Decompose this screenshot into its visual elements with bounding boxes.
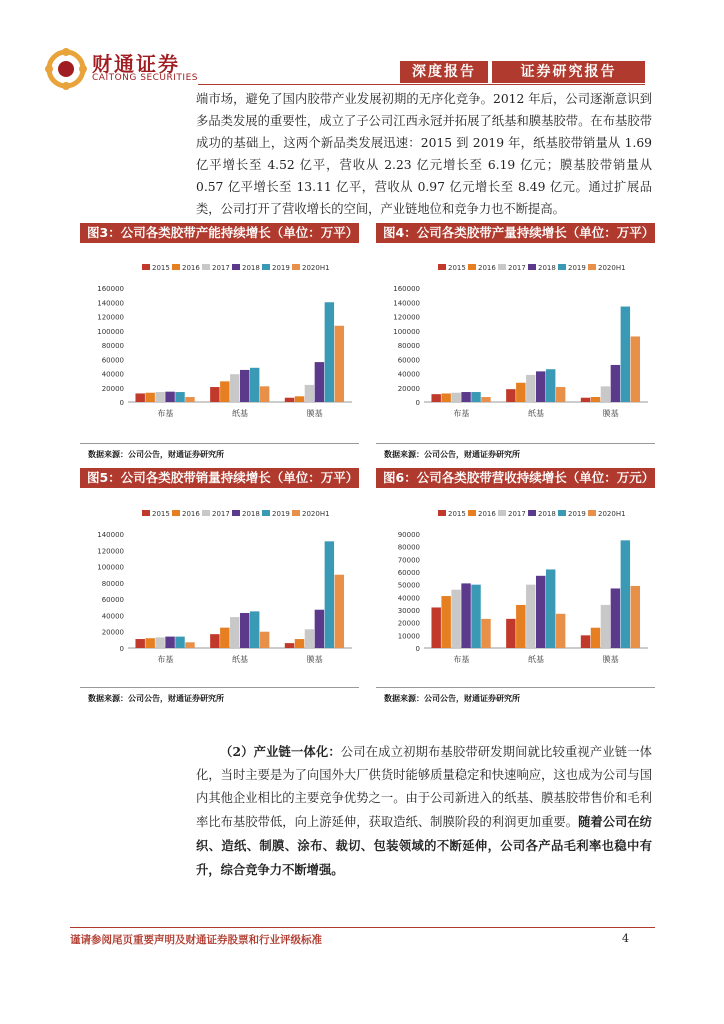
legend-label: 2019 bbox=[272, 510, 290, 518]
x-tick-label: 布基 bbox=[157, 409, 174, 418]
legend-label: 2019 bbox=[568, 510, 586, 518]
bar bbox=[611, 588, 620, 648]
legend-label: 2015 bbox=[448, 510, 466, 518]
fig6-divider bbox=[376, 687, 655, 688]
legend-label: 2017 bbox=[212, 264, 230, 272]
bar bbox=[556, 614, 565, 648]
y-tick-label: 40000 bbox=[101, 612, 124, 621]
bar bbox=[631, 586, 640, 648]
bar bbox=[481, 397, 490, 402]
bar bbox=[285, 643, 294, 648]
legend-label: 2016 bbox=[478, 264, 496, 272]
footer-disclaimer: 谨请参阅尾页重要声明及财通证券股票和行业评级标准 bbox=[70, 934, 322, 946]
legend-swatch bbox=[142, 264, 150, 270]
legend-swatch bbox=[498, 510, 506, 516]
legend-swatch bbox=[202, 510, 210, 516]
legend-swatch bbox=[558, 510, 566, 516]
bar bbox=[431, 607, 440, 648]
legend-swatch bbox=[498, 264, 506, 270]
bar bbox=[546, 569, 555, 648]
bar bbox=[461, 392, 470, 402]
fig3-divider bbox=[80, 443, 359, 444]
legend-label: 2018 bbox=[242, 510, 260, 518]
fig4-divider bbox=[376, 443, 655, 444]
fig4-title: 图4：公司各类胶带产量持续增长（单位：万平） bbox=[376, 223, 655, 243]
legend-swatch bbox=[468, 510, 476, 516]
section2-bold-text: 随着公司在纺织、造纸、制膜、涂布、裁切、包装领域的不断延伸，公司各产品毛利率也稳中有升，综合竞争力不断增强。 bbox=[196, 814, 652, 877]
bar bbox=[581, 635, 590, 648]
bar bbox=[145, 638, 154, 648]
fig6-title: 图6：公司各类胶带营收持续增长（单位：万元） bbox=[376, 468, 655, 488]
y-tick-label: 30000 bbox=[397, 607, 420, 615]
bar bbox=[295, 639, 304, 648]
bar bbox=[581, 398, 590, 402]
bar bbox=[210, 634, 219, 648]
legend-swatch bbox=[558, 264, 566, 270]
bar bbox=[285, 398, 294, 402]
legend-swatch bbox=[292, 264, 300, 270]
legend-swatch bbox=[468, 264, 476, 270]
bar bbox=[526, 375, 535, 402]
bar bbox=[325, 541, 334, 648]
legend-label: 2016 bbox=[478, 510, 496, 518]
x-tick-label: 膜基 bbox=[602, 655, 619, 664]
y-tick-label: 160000 bbox=[393, 285, 420, 293]
bar bbox=[335, 575, 344, 648]
header-tab-report-type: 深度报告 bbox=[400, 61, 488, 83]
bar bbox=[250, 611, 259, 648]
legend-label: 2020H1 bbox=[598, 510, 626, 518]
bar bbox=[621, 540, 630, 648]
legend-label: 2018 bbox=[538, 264, 556, 272]
fig6-source: 数据来源：公司公告，财通证券研究所 bbox=[384, 694, 520, 703]
legend-label: 2015 bbox=[152, 264, 170, 272]
bar bbox=[431, 394, 440, 402]
footer-divider bbox=[70, 927, 655, 928]
fig5-chart bbox=[80, 498, 360, 678]
fig3-chart bbox=[80, 252, 360, 432]
y-tick-label: 0 bbox=[415, 399, 420, 407]
legend-label: 2017 bbox=[508, 510, 526, 518]
bar bbox=[315, 610, 324, 648]
fig3-title: 图3：公司各类胶带产能持续增长（单位：万平） bbox=[80, 223, 359, 243]
y-tick-label: 60000 bbox=[101, 596, 124, 605]
legend-label: 2015 bbox=[448, 264, 466, 272]
bar bbox=[601, 386, 610, 402]
y-tick-label: 80000 bbox=[101, 342, 124, 350]
y-tick-label: 50000 bbox=[397, 581, 420, 590]
bar bbox=[546, 369, 555, 402]
x-tick-label: 纸基 bbox=[528, 655, 544, 664]
y-tick-label: 100000 bbox=[97, 327, 124, 336]
bar bbox=[536, 576, 545, 648]
legend-swatch bbox=[262, 264, 270, 270]
fig5-title: 图5：公司各类胶带销量持续增长（单位：万平） bbox=[80, 468, 359, 488]
legend-swatch bbox=[588, 510, 596, 516]
bar bbox=[611, 365, 620, 402]
y-tick-label: 20000 bbox=[397, 619, 420, 628]
bar bbox=[305, 629, 314, 648]
y-tick-label: 60000 bbox=[397, 356, 420, 365]
x-tick-label: 布基 bbox=[453, 655, 470, 664]
y-tick-label: 80000 bbox=[101, 579, 124, 588]
legend-label: 2020H1 bbox=[302, 510, 330, 518]
section2-paragraph bbox=[196, 740, 652, 882]
legend-label: 2018 bbox=[242, 264, 260, 272]
bar bbox=[506, 619, 515, 648]
fig4-source: 数据来源：公司公告，财通证券研究所 bbox=[384, 450, 520, 459]
bar bbox=[516, 605, 525, 648]
bar bbox=[451, 590, 460, 648]
x-tick-label: 膜基 bbox=[306, 409, 323, 418]
y-tick-label: 10000 bbox=[397, 632, 420, 641]
legend-swatch bbox=[528, 510, 536, 516]
legend-label: 2020H1 bbox=[302, 264, 330, 272]
bar bbox=[185, 642, 194, 648]
x-tick-label: 纸基 bbox=[528, 409, 544, 418]
y-tick-label: 40000 bbox=[397, 370, 420, 379]
legend-swatch bbox=[232, 264, 240, 270]
x-tick-label: 布基 bbox=[453, 409, 470, 418]
legend-swatch bbox=[232, 510, 240, 516]
bar bbox=[305, 385, 314, 402]
legend-swatch bbox=[262, 510, 270, 516]
bar bbox=[536, 371, 545, 402]
bar bbox=[230, 374, 239, 402]
bar bbox=[145, 393, 154, 402]
legend-label: 2020H1 bbox=[598, 264, 626, 272]
y-tick-label: 0 bbox=[119, 645, 124, 653]
bar bbox=[526, 585, 535, 648]
bar bbox=[240, 370, 249, 402]
y-tick-label: 20000 bbox=[101, 384, 124, 393]
legend-swatch bbox=[172, 264, 180, 270]
x-tick-label: 膜基 bbox=[602, 409, 619, 418]
bar bbox=[471, 585, 480, 648]
y-tick-label: 100000 bbox=[97, 563, 124, 572]
legend-swatch bbox=[142, 510, 150, 516]
page-number: 4 bbox=[622, 932, 629, 945]
y-tick-label: 140000 bbox=[97, 531, 124, 539]
legend-label: 2019 bbox=[272, 264, 290, 272]
bar bbox=[260, 386, 269, 402]
fig3-source: 数据来源：公司公告，财通证券研究所 bbox=[88, 450, 224, 459]
y-tick-label: 120000 bbox=[393, 313, 420, 322]
bar bbox=[220, 381, 229, 402]
legend-label: 2019 bbox=[568, 264, 586, 272]
section2-text: 公司在成立初期布基胶带研发期间就比较重视产业链一体化，当时主要是为了向国外大厂供货时能够质量稳定和快速响应，这也成为公司与国内其他企业相比的主要竞争优势之一。由于公司新进入的纸基、膜基胶带售价和毛利率比布基胶带低，向上游延伸，获取造纸、制膜阶段的利润更加重要。 bbox=[196, 745, 652, 829]
bar bbox=[155, 637, 164, 648]
bar bbox=[185, 397, 194, 402]
legend-label: 2017 bbox=[212, 510, 230, 518]
bar bbox=[441, 596, 450, 648]
bar bbox=[441, 393, 450, 402]
bar bbox=[591, 397, 600, 402]
bar bbox=[165, 392, 174, 402]
bar bbox=[175, 637, 184, 648]
y-tick-label: 100000 bbox=[393, 327, 420, 336]
legend-swatch bbox=[172, 510, 180, 516]
bar bbox=[175, 392, 184, 402]
y-tick-label: 140000 bbox=[97, 299, 124, 308]
fig5-source: 数据来源：公司公告，财通证券研究所 bbox=[88, 694, 224, 703]
y-tick-label: 20000 bbox=[101, 628, 124, 637]
bar bbox=[315, 362, 324, 402]
legend-swatch bbox=[588, 264, 596, 270]
fig4-chart bbox=[376, 252, 656, 432]
x-tick-label: 膜基 bbox=[306, 655, 323, 664]
header-divider bbox=[198, 84, 645, 85]
bar bbox=[631, 336, 640, 402]
y-tick-label: 120000 bbox=[97, 313, 124, 322]
bar bbox=[240, 613, 249, 648]
header-tab-research: 证券研究报告 bbox=[492, 61, 645, 83]
legend-label: 2018 bbox=[538, 510, 556, 518]
legend-swatch bbox=[528, 264, 536, 270]
fig5-divider bbox=[80, 687, 359, 688]
y-tick-label: 90000 bbox=[397, 531, 420, 539]
bar bbox=[260, 632, 269, 648]
x-tick-label: 布基 bbox=[157, 655, 174, 664]
bar bbox=[621, 307, 630, 402]
fig6-chart bbox=[376, 498, 656, 678]
y-tick-label: 70000 bbox=[397, 556, 420, 565]
bar bbox=[516, 383, 525, 402]
y-tick-label: 0 bbox=[415, 645, 420, 653]
legend-swatch bbox=[438, 264, 446, 270]
bar bbox=[335, 326, 344, 402]
bar bbox=[601, 605, 610, 648]
bar bbox=[135, 639, 144, 648]
bar bbox=[295, 396, 304, 402]
legend-swatch bbox=[202, 264, 210, 270]
y-tick-label: 20000 bbox=[397, 384, 420, 393]
logo-text: 财通证券 bbox=[92, 52, 180, 76]
y-tick-label: 40000 bbox=[397, 594, 420, 603]
legend-label: 2016 bbox=[182, 510, 200, 518]
y-tick-label: 60000 bbox=[397, 569, 420, 577]
bar bbox=[250, 368, 259, 402]
bar bbox=[165, 637, 174, 648]
y-tick-label: 160000 bbox=[97, 285, 124, 293]
legend-swatch bbox=[438, 510, 446, 516]
bar bbox=[471, 392, 480, 402]
section2-lead: （2）产业链一体化： bbox=[220, 744, 341, 759]
y-tick-label: 60000 bbox=[101, 356, 124, 365]
logo-subtext: CAITONG SECURITIES bbox=[92, 73, 198, 83]
bar bbox=[220, 628, 229, 648]
bar bbox=[461, 583, 470, 648]
bar bbox=[556, 387, 565, 402]
bar bbox=[230, 617, 239, 648]
legend-label: 2016 bbox=[182, 264, 200, 272]
y-tick-label: 80000 bbox=[397, 543, 420, 552]
bar bbox=[591, 628, 600, 648]
y-tick-label: 40000 bbox=[101, 370, 124, 379]
bar bbox=[325, 302, 334, 402]
legend-swatch bbox=[292, 510, 300, 516]
y-tick-label: 140000 bbox=[393, 299, 420, 308]
legend-label: 2017 bbox=[508, 264, 526, 272]
y-tick-label: 80000 bbox=[397, 342, 420, 350]
y-tick-label: 120000 bbox=[97, 547, 124, 556]
x-tick-label: 纸基 bbox=[232, 409, 248, 418]
legend-label: 2015 bbox=[152, 510, 170, 518]
bar bbox=[506, 389, 515, 402]
bar bbox=[155, 392, 164, 402]
bar bbox=[451, 393, 460, 402]
y-tick-label: 0 bbox=[119, 399, 124, 407]
bar bbox=[481, 619, 490, 648]
x-tick-label: 纸基 bbox=[232, 655, 248, 664]
bar bbox=[135, 393, 144, 402]
intro-paragraph: 端市场，避免了国内胶带产业发展初期的无序化竞争。2012 年后，公司逐渐意识到多品类发展的重要性，成立了子公司江西永冠并拓展了纸基和膜基胶带。在布基胶带成功的基础上，这两个新品类发展迅速：2015 到 2019 年，纸基胶带销量从 1.69 亿平增长至 4.52 亿平，营收从 2.23 亿元增长至 6.19 亿元；膜基胶带销量从 0.57 亿平增长至 13.11 亿平，营收从 0.97 亿元增长至 8.49 亿元。通过扩展品类，公司打开了营收增长的空间，产业链地位和竞争力也不断提高。 bbox=[196, 92, 652, 216]
bar bbox=[210, 387, 219, 402]
